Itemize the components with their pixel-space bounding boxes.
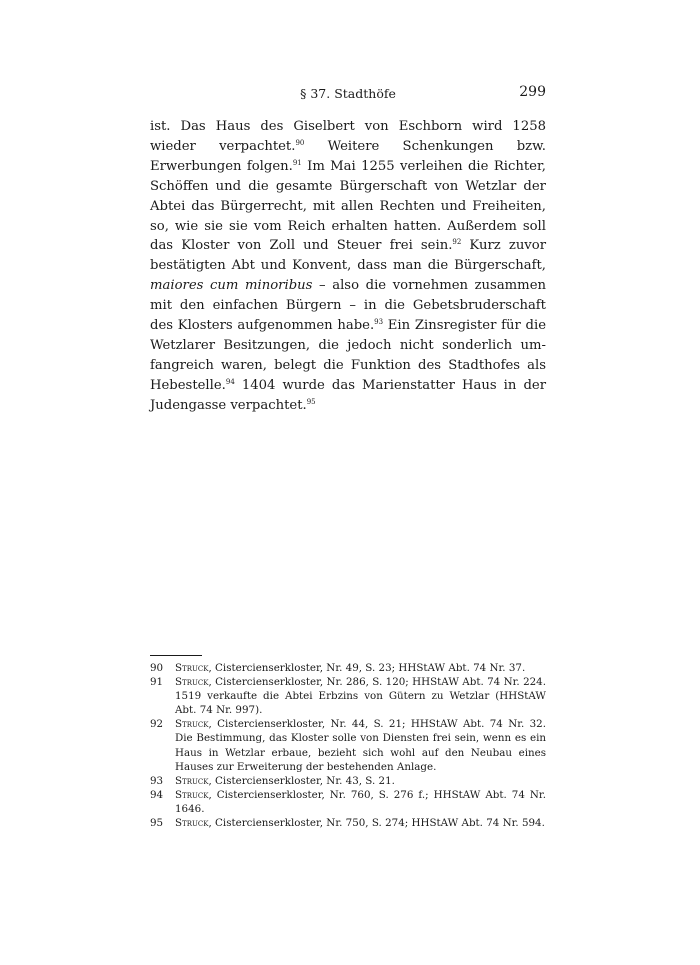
footnote-body: , Cistercienserkloster, Nr. 286, S. 120; HHStAW Abt. 74 Nr. 224. 1519 verkaufte die Abtei Erbzins von Gütern zu Wetzlar (HHStAW Abt. 74 Nr. 997). [175, 676, 546, 717]
body-sentence: 1404 wurde das Marienstatter Haus in der Judengasse verpachtet. [150, 377, 546, 413]
footnote-body: , Cistercienserkloster, Nr. 49, S. 23; HHStAW Abt. 74 Nr. 37. [208, 662, 526, 674]
body-paragraph [150, 117, 546, 416]
footnote-author: Struck [175, 788, 209, 801]
body-sentence: ist. Das Haus des Giselbert von Eschborn wird 1258 wieder verpachtet. [150, 119, 546, 154]
footnote-number: 94 [150, 788, 164, 801]
body-sentence: Ein Zinsregister für die Wetzlarer Besitzungen, die jedoch nicht sonderlich umfangreich waren, belegt die Funktion des Stadthofes als Hebestelle. [150, 318, 546, 393]
latin-phrase: maiores cum minoribus [150, 278, 313, 294]
footnote-ref-93[interactable]: 93 [374, 318, 384, 327]
footnote-ref-95[interactable]: 95 [306, 397, 316, 406]
footnote [150, 717, 546, 773]
footnote [150, 788, 546, 816]
page-number: 299 [519, 84, 546, 100]
footnote [150, 675, 546, 717]
footnote-number: 90 [150, 662, 164, 674]
page-header [150, 84, 546, 104]
footnote-number: 93 [150, 774, 164, 787]
running-title: § 37. Stadthöfe [300, 86, 396, 101]
footnote [150, 816, 546, 830]
footnote-author: Struck [175, 774, 209, 787]
footnote-ref-91[interactable]: 91 [292, 158, 302, 167]
footnote-number: 91 [150, 676, 164, 689]
footnote [150, 774, 546, 788]
body-sentence: – also die vornehmen zusammen mit den einfachen Bürgern – in die Gebetsbruderschaft des Klosters aufgenommen habe. [150, 278, 546, 334]
footnote-text [175, 816, 546, 830]
footnote-divider [150, 655, 202, 656]
footnote-text [175, 788, 546, 816]
footnote-number: 95 [150, 817, 164, 830]
footnote-ref-94[interactable]: 94 [225, 377, 235, 386]
footnotes [150, 661, 546, 830]
footnote-text [175, 717, 546, 773]
footnote [150, 661, 546, 675]
footnote-author: Struck [175, 817, 209, 830]
footnote-author: Struck [175, 662, 209, 674]
footnote-ref-90[interactable]: 90 [295, 138, 305, 147]
footnote-ref-92[interactable]: 92 [452, 238, 462, 247]
body-sentence: Im Mai 1255 verleihen die Richter, Schöffen und die gesamte Bürgerschaft von Wetzlar der Abtei das Bürgerrecht, mit allen Rechten und Freiheiten, so, wie sie sie vom Reich erhalten hatten. Außerdem soll das Kloster von Zoll und Steuer frei sein. [150, 158, 546, 254]
footnote-text [175, 661, 546, 675]
footnote-body: , Cistercienserkloster, Nr. 44, S. 21; HHStAW Abt. 74 Nr. 32. Die Bestimmung, das Kloster solle von Diensten frei sein, wenn es ein Haus in Wetzlar erbaue, bezieht sich wohl auf den Neubau eines Hauses zur Erweiterung der bestehenden Anlage. [175, 718, 546, 773]
footnote-body: , Cistercienserkloster, Nr. 750, S. 274; HHStAW Abt. 74 Nr. 594. [208, 817, 545, 830]
footnote-body: , Cistercienserkloster, Nr. 43, S. 21. [208, 774, 395, 787]
footnote-number: 92 [150, 718, 164, 731]
footnote-author: Struck [175, 676, 209, 689]
body-text [150, 117, 546, 416]
body-sentence: Weitere Schenkungen bzw. Erwerbungen folgen. [150, 138, 546, 174]
footnote-text [175, 774, 546, 788]
footnote-text [175, 675, 546, 717]
footnote-body: , Cistercienserkloster, Nr. 760, S. 276 f.; HHStAW Abt. 74 Nr. 1646. [175, 788, 546, 815]
footnote-author: Struck [175, 718, 209, 731]
body-sentence: Kurz zuvor bestätigten Abt und Konvent, dass man die Bürgerschaft, [150, 238, 546, 274]
